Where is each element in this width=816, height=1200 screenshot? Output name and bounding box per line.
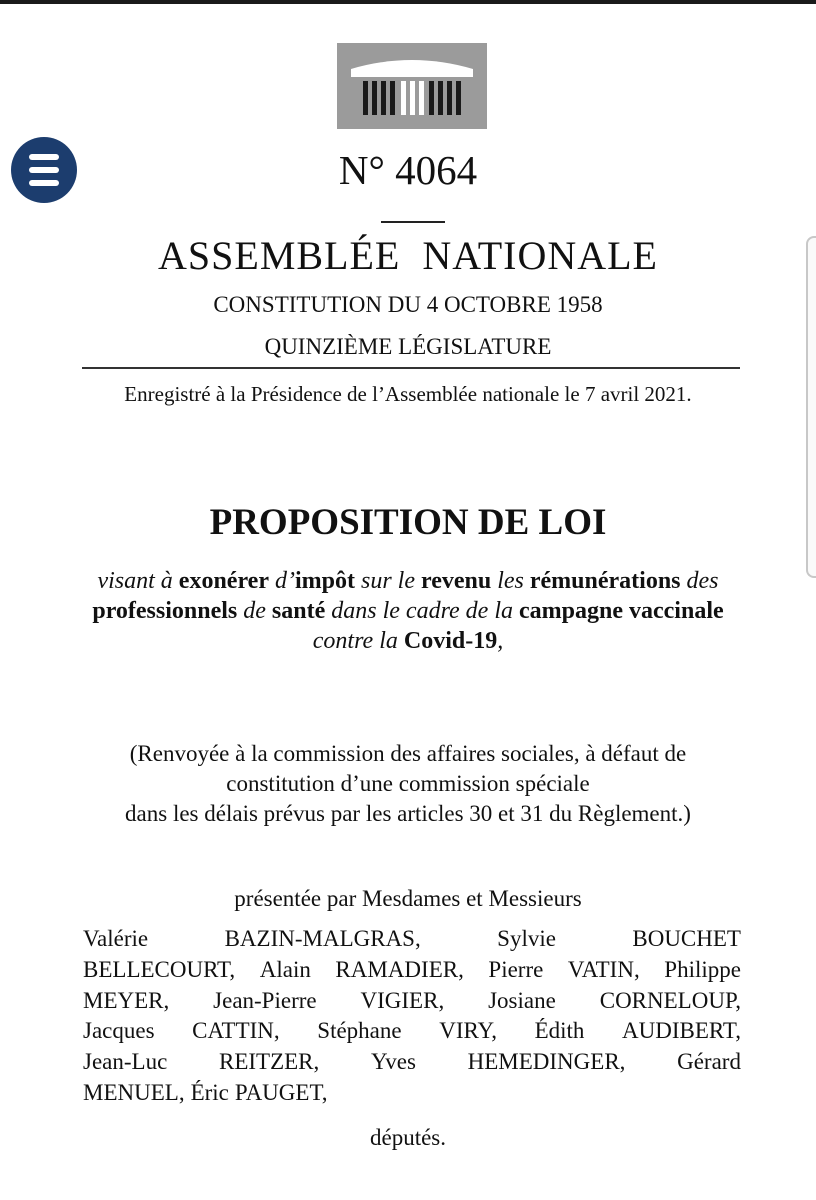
assemblee-nationale-emblem-icon bbox=[337, 43, 487, 129]
subject-segment: campagne vaccinale bbox=[519, 598, 724, 624]
subject-segment: visant à bbox=[97, 568, 179, 594]
deputy-name-part: REITZER, bbox=[218, 1049, 320, 1075]
deputy-name-part: Jean-Pierre bbox=[213, 987, 317, 1013]
deputy-name-part: Alain bbox=[259, 956, 311, 982]
subject-segment: exonérer bbox=[178, 568, 269, 594]
deputies-line bbox=[83, 1047, 741, 1078]
deputy-name-part: BAZIN-MALGRAS, bbox=[224, 926, 421, 951]
deputies-line bbox=[83, 924, 741, 955]
deputy-name-part: Valérie bbox=[83, 926, 149, 951]
deputy-name-part: AUDIBERT, bbox=[622, 1018, 741, 1044]
deputies-list bbox=[83, 924, 741, 1109]
legislature-line: QUINZIÈME LÉGISLATURE bbox=[264, 334, 552, 359]
referral-note bbox=[0, 739, 816, 829]
subject-segment: contre la bbox=[312, 628, 404, 654]
deputy-name-part: Jacques bbox=[83, 1018, 155, 1044]
subject-segment: des bbox=[680, 568, 719, 594]
deputy-name-part: CATTIN, bbox=[192, 1018, 280, 1044]
assembly-title: ASSEMBLÉE NATIONALE bbox=[158, 233, 658, 278]
subject-segment: dans le cadre de la bbox=[325, 598, 519, 624]
deputy-name-part: BELLECOURT, bbox=[83, 956, 236, 982]
deputy-name-part: Éric bbox=[190, 1079, 229, 1105]
deputy-name-part: Pierre bbox=[488, 956, 544, 982]
referral-line: dans les délais prévus par les articles 30 et 31 du Règlement.) bbox=[125, 801, 691, 826]
deputy-name-part: Yves bbox=[370, 1049, 416, 1075]
subject-segment: santé bbox=[271, 598, 326, 624]
deputy-name-part: MEYER, bbox=[83, 987, 170, 1013]
deputy-name-part: Josiane bbox=[488, 987, 556, 1013]
deputy-name-part: Gérard bbox=[677, 1049, 741, 1075]
deputy-name-part: RAMADIER, bbox=[335, 956, 464, 982]
deputies-line bbox=[83, 986, 741, 1017]
deputies-line bbox=[83, 1078, 741, 1109]
presented-by: présentée par Mesdames et Messieurs bbox=[234, 886, 582, 911]
document-type-title: PROPOSITION DE LOI bbox=[209, 502, 607, 543]
document-number: N° 4064 bbox=[338, 147, 478, 193]
deputy-name-part: CORNELOUP, bbox=[599, 987, 741, 1013]
deputy-name-part: MENUEL, bbox=[83, 1079, 185, 1105]
registration-line: Enregistré à la Présidence de l’Assemblée nationale le 7 avril 2021. bbox=[124, 382, 692, 406]
deputies-line bbox=[83, 1016, 741, 1047]
referral-line: (Renvoyée à la commission des affaires sociales, à défaut de bbox=[129, 741, 687, 766]
subject-segment: Covid-19 bbox=[403, 628, 498, 654]
subject-segment: revenu bbox=[420, 568, 492, 594]
subject-segment: de bbox=[237, 598, 272, 624]
deputy-name-part: Stéphane bbox=[317, 1018, 402, 1044]
subject-segment: impôt bbox=[294, 568, 355, 594]
constitution-line: CONSTITUTION DU 4 OCTOBRE 1958 bbox=[213, 292, 603, 317]
subject-segment: d’ bbox=[268, 568, 295, 594]
deputy-name-part: VIRY, bbox=[439, 1018, 497, 1044]
header-divider bbox=[82, 367, 740, 369]
deputy-name-part: Sylvie bbox=[497, 926, 556, 951]
subject-segment: professionnels bbox=[92, 598, 238, 624]
deputy-name-part: PAUGET, bbox=[234, 1079, 328, 1105]
subject-segment: les bbox=[491, 568, 530, 594]
deputy-name-part: Philippe bbox=[664, 956, 741, 982]
document-subject bbox=[70, 566, 746, 656]
subject-segment: , bbox=[497, 628, 504, 654]
referral-line: constitution d’une commission spéciale bbox=[226, 771, 590, 796]
deputy-name-part: BOUCHET bbox=[632, 926, 741, 951]
subject-segment: rémunérations bbox=[529, 568, 681, 594]
short-divider bbox=[381, 221, 445, 223]
deputies-suffix: députés. bbox=[369, 1125, 446, 1150]
deputy-name-part: Édith bbox=[534, 1018, 585, 1044]
deputies-line bbox=[83, 955, 741, 986]
deputy-name-part: HEMEDINGER, bbox=[467, 1049, 626, 1075]
deputy-name-part: Jean-Luc bbox=[83, 1049, 168, 1075]
deputy-name-part: VATIN, bbox=[567, 956, 640, 982]
subject-segment: sur le bbox=[354, 568, 421, 594]
top-border bbox=[0, 0, 816, 4]
deputy-name-part: VIGIER, bbox=[360, 987, 445, 1013]
